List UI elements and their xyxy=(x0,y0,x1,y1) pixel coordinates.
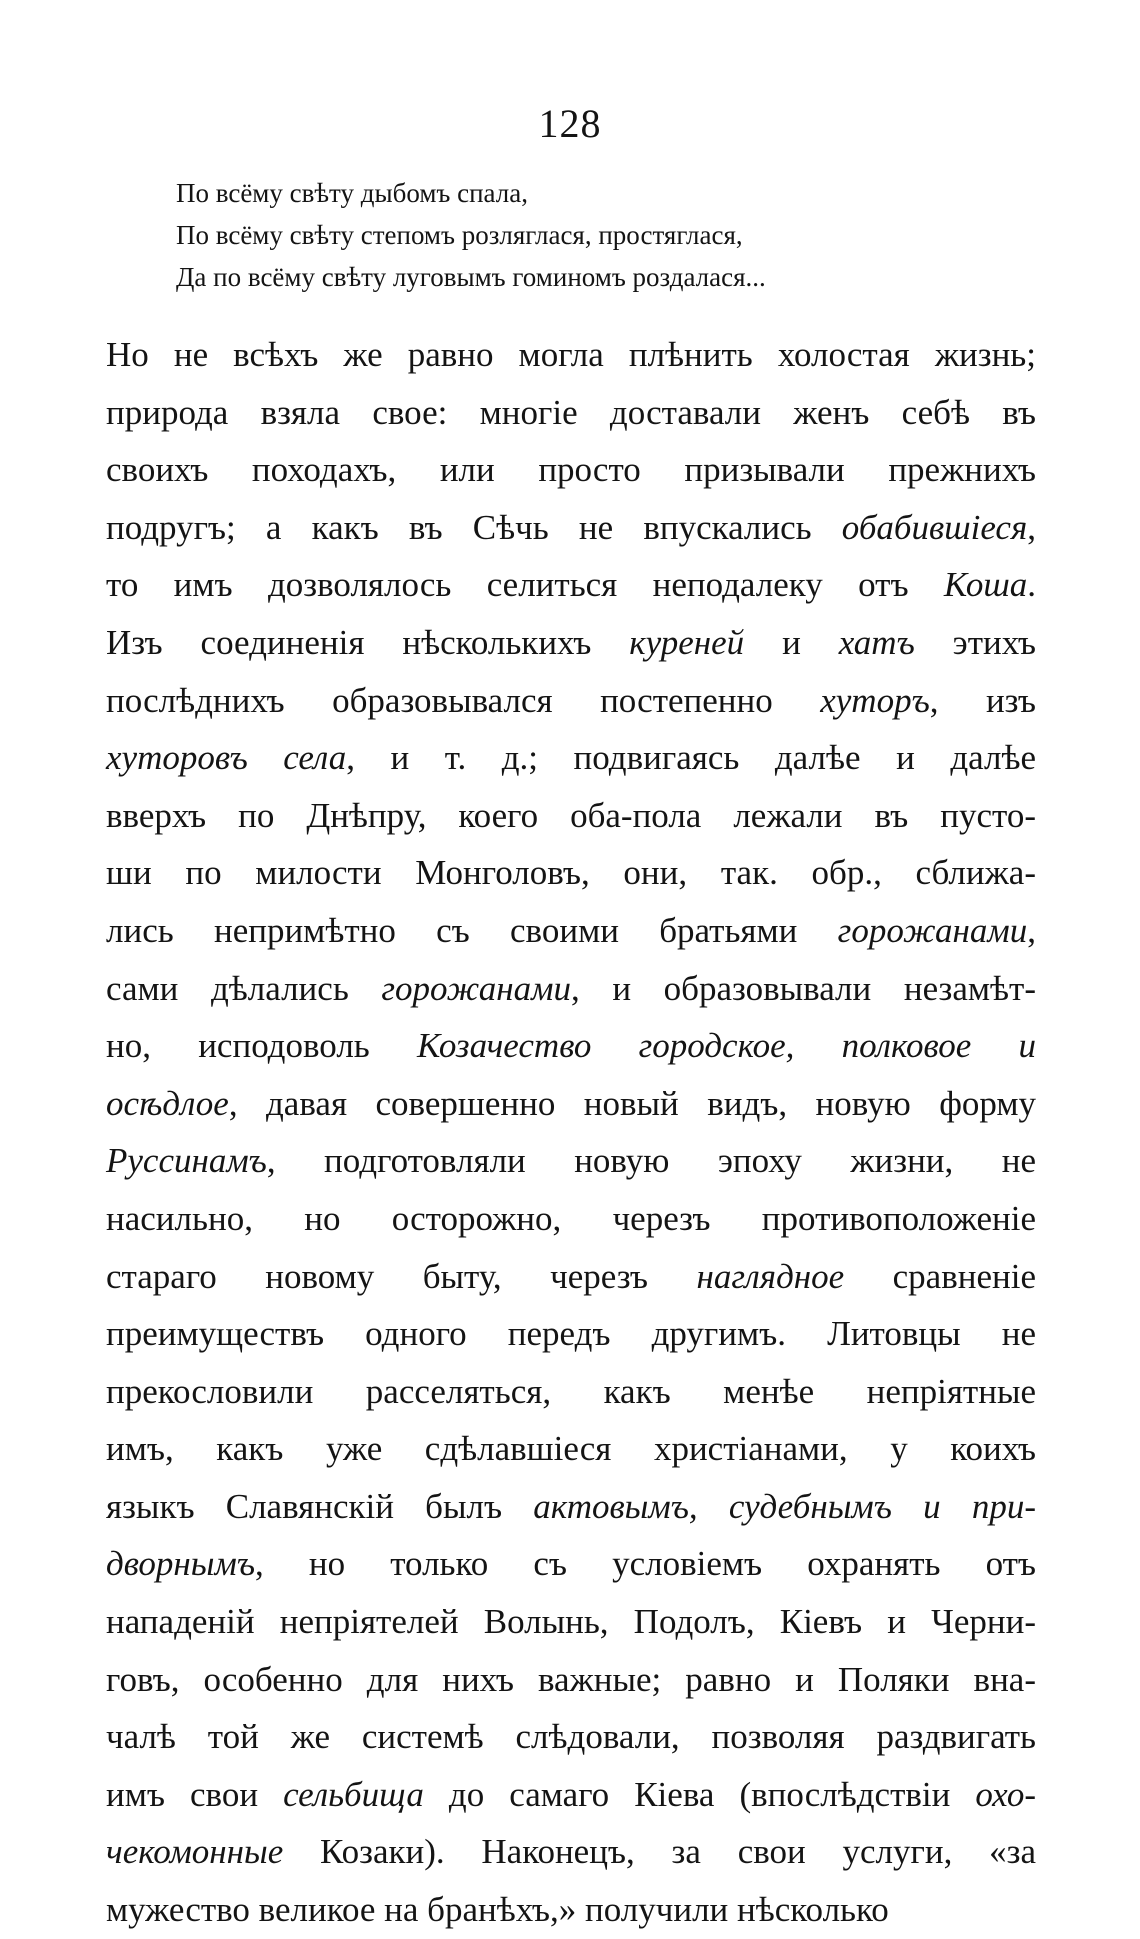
text-line xyxy=(106,844,1036,902)
text-run: языкъ Славянскій былъ xyxy=(106,1486,534,1526)
text-line xyxy=(106,499,1036,557)
text-run: имъ свои xyxy=(106,1774,284,1814)
text-run: то имъ дозволялось селиться неподалеку отъ xyxy=(106,565,944,605)
italic-text: Коша xyxy=(943,565,1028,605)
text-run: прекословили расселяться, какъ менѣе непріятные xyxy=(106,1371,1036,1411)
text-run: подругъ; а какъ въ Сѣчь не впускались xyxy=(106,507,842,547)
text-run: , но только съ условіемъ охранять отъ xyxy=(255,1544,1036,1584)
text-line xyxy=(106,902,1036,960)
verse-quote xyxy=(176,172,996,298)
italic-text: хатъ xyxy=(838,622,915,662)
text-line xyxy=(106,1363,1036,1421)
text-line xyxy=(106,1190,1036,1248)
text-run: насильно, но осторожно, черезъ противоположеніе xyxy=(106,1198,1036,1238)
verse-line: По всёму свѣту дыбомъ спала, xyxy=(176,178,528,208)
text-run: нападеній непріятелей Волынь, Подолъ, Кіевъ и Черни- xyxy=(106,1602,1036,1642)
verse-line: По всёму свѣту степомъ розляглася, простяглася, xyxy=(176,220,743,250)
text-run: говъ, особенно для нихъ важные; равно и Поляки вна- xyxy=(106,1659,1036,1699)
text-line xyxy=(106,1017,1036,1075)
text-line xyxy=(106,1593,1036,1651)
italic-text: горожанами xyxy=(381,968,571,1008)
text-run: вверхъ по Днѣпру, коего оба-пола лежали въ пусто- xyxy=(106,795,1036,835)
text-line xyxy=(106,1823,1036,1881)
text-run: , подготовляли новую эпоху жизни, не xyxy=(266,1141,1036,1181)
text-run: сравненіе xyxy=(844,1256,1036,1296)
italic-text: Руссинамъ xyxy=(106,1141,267,1181)
italic-text: горожанами xyxy=(837,910,1028,950)
text-run: Козаки). Наконецъ, за свои услуги, «за xyxy=(283,1832,1036,1872)
text-run: преимуществъ одного передъ другимъ. Литовцы не xyxy=(106,1314,1036,1354)
italic-text: хуторовъ села xyxy=(106,738,347,778)
italic-text: обабившіеся xyxy=(841,507,1028,547)
italic-text: Козачество городское, полковое и xyxy=(416,1026,1037,1066)
italic-text: хуторъ xyxy=(820,680,930,720)
text-line xyxy=(106,1420,1036,1478)
text-run: Изъ соединенія нѣсколькихъ xyxy=(106,622,630,662)
text-run: ши по милости Монголовъ, они, так. обр., сближа- xyxy=(106,853,1036,893)
text-line xyxy=(106,1766,1036,1824)
text-run: , изъ xyxy=(929,680,1036,720)
text-run: послѣднихъ образовывался постепенно xyxy=(106,680,821,720)
text-run: , и образовывали незамѣт- xyxy=(570,968,1036,1008)
text-run: стараго новому быту, черезъ xyxy=(106,1256,697,1296)
text-line xyxy=(106,1535,1036,1593)
italic-text: охо- xyxy=(975,1774,1036,1814)
text-run: , и т. д.; подвигаясь далѣе и далѣе xyxy=(346,738,1036,778)
text-run: и xyxy=(744,622,839,662)
text-run: сами дѣлались xyxy=(106,968,382,1008)
text-line xyxy=(106,1132,1036,1190)
text-run: этихъ xyxy=(914,622,1036,662)
italic-text: актовымъ, судебнымъ и при- xyxy=(533,1486,1036,1526)
text-line xyxy=(106,729,1036,787)
text-line xyxy=(106,1651,1036,1709)
text-line xyxy=(106,672,1036,730)
text-line xyxy=(106,1305,1036,1363)
text-run: природа взяла свое: многіе доставали женъ себѣ въ xyxy=(106,392,1036,432)
verse-line: Да по всёму свѣту луговымъ гоминомъ роздалася... xyxy=(176,262,766,292)
text-run: мужество великое на бранѣхъ,» получили нѣсколько xyxy=(106,1890,889,1930)
text-line xyxy=(106,960,1036,1018)
page-number: 128 xyxy=(538,101,602,146)
text-run: чалѣ той же системѣ слѣдовали, позволяя раздвигать xyxy=(106,1717,1036,1757)
text-run: , xyxy=(1027,507,1036,547)
text-line xyxy=(106,384,1036,442)
text-line xyxy=(106,326,1036,384)
text-line xyxy=(106,441,1036,499)
italic-text: осѣдлое xyxy=(106,1083,229,1123)
text-line xyxy=(106,556,1036,614)
italic-text: сельбища xyxy=(283,1774,424,1814)
italic-text: дворнымъ xyxy=(106,1544,256,1584)
text-line xyxy=(106,614,1036,672)
text-line xyxy=(106,1708,1036,1766)
italic-text: куреней xyxy=(629,622,745,662)
text-run: имъ, какъ уже сдѣлавшіеся христіанами, у коихъ xyxy=(106,1429,1036,1469)
text-line xyxy=(106,1881,1036,1939)
text-run: , xyxy=(1027,910,1036,950)
prose-body xyxy=(106,326,1036,1939)
text-line xyxy=(106,1075,1036,1133)
text-line xyxy=(106,1478,1036,1536)
text-run: . xyxy=(1027,565,1036,605)
text-run: лись непримѣтно съ своими братьями xyxy=(106,910,838,950)
text-run: Но не всѣхъ же равно могла плѣнить холостая жизнь; xyxy=(106,335,1036,374)
italic-text: наглядное xyxy=(696,1256,845,1296)
text-line xyxy=(106,1248,1036,1306)
text-run: до самаго Кіева (впослѣдствіи xyxy=(423,1774,976,1814)
text-run: , давая совершенно новый видъ, новую форму xyxy=(228,1083,1036,1123)
italic-text: чекомонные xyxy=(106,1832,284,1872)
text-line xyxy=(106,787,1036,845)
text-run: но, исподоволь xyxy=(106,1026,417,1066)
text-run: своихъ походахъ, или просто призывали прежнихъ xyxy=(106,450,1036,490)
